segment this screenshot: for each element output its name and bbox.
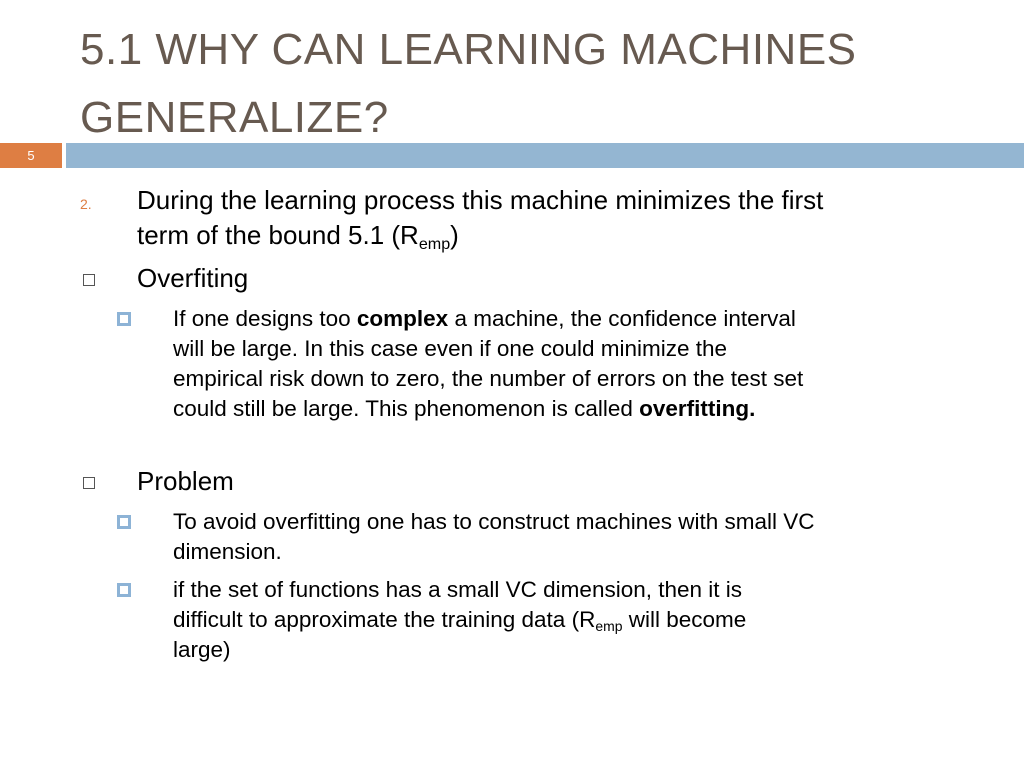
- bullet-heading-overfitting: Overfiting: [137, 263, 249, 293]
- item-text-line: During the learning process this machine minimizes the first: [137, 185, 824, 215]
- detail-text-line: [173, 304, 796, 334]
- detail-text-line: empirical risk down to zero, the number of errors on the test set: [173, 366, 804, 391]
- text-segment: difficult to approximate the training data (R: [173, 607, 596, 632]
- subscript-emp: emp: [595, 618, 623, 635]
- item-text-line: [137, 218, 459, 253]
- detail-text-line: if the set of functions has a small VC dimension, then it is: [173, 577, 743, 602]
- square-bullet-icon: [117, 515, 131, 529]
- slide-title-line-1: 5.1 WHY CAN LEARNING MACHINES: [80, 25, 857, 74]
- slide-number: 5: [0, 143, 62, 168]
- hollow-square-bullet-icon: [83, 274, 95, 286]
- text-segment: ): [450, 220, 459, 250]
- detail-text-line: dimension.: [173, 539, 282, 564]
- text-segment: term of the bound 5.1 (R: [137, 220, 419, 250]
- text-segment: If one designs too: [173, 306, 357, 331]
- square-bullet-icon: [117, 312, 131, 326]
- text-segment: a machine, the confidence interval: [448, 306, 796, 331]
- detail-text-line: [173, 394, 755, 424]
- bold-term-complex: complex: [356, 306, 449, 331]
- detail-text-line: large): [173, 637, 231, 662]
- numbered-marker: 2.: [80, 196, 92, 212]
- text-segment: will become: [622, 607, 747, 632]
- square-bullet-icon: [117, 583, 131, 597]
- detail-text-line: [173, 605, 746, 635]
- detail-text-line: To avoid overfitting one has to construct machines with small VC: [173, 509, 815, 534]
- hollow-square-bullet-icon: [83, 477, 95, 489]
- subscript-emp: emp: [418, 234, 451, 253]
- title-divider-bar: [66, 143, 1024, 168]
- detail-text-line: will be large. In this case even if one could minimize the: [173, 336, 728, 361]
- bullet-heading-problem: Problem: [137, 466, 234, 496]
- text-segment: could still be large. This phenomenon is called: [173, 396, 640, 421]
- bold-term-overfitting: overfitting.: [639, 396, 756, 421]
- slide-title-line-2: GENERALIZE?: [80, 93, 389, 142]
